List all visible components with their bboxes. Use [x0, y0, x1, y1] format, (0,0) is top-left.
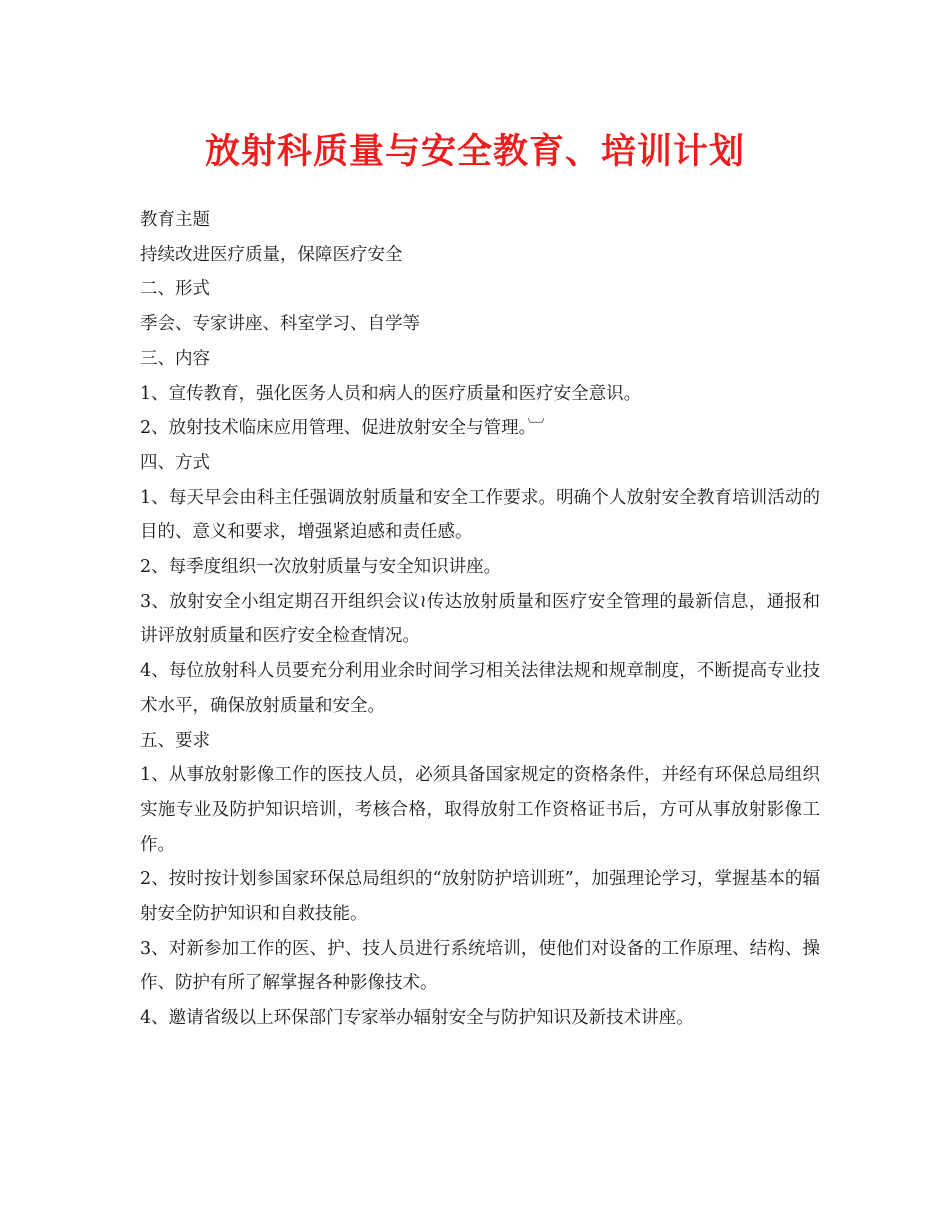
list-item: 4、邀请省级以上环保部门专家举办辐射安全与防护知识及新技术讲座。 — [140, 1008, 694, 1029]
section-heading: 二、形式 — [140, 279, 210, 300]
list-item: 2、放射技术临床应用管理、促进放射安全与管理。︺ — [140, 418, 545, 439]
list-item: 1、宣传教育，强化医务人员和病人的医疗质量和医疗安全意识。 — [140, 383, 642, 404]
section-heading: 教育主题 — [140, 210, 210, 230]
list-item: 3、放射安全小组定期召开组织会议≀传达放射质量和医疗安全管理的最新信息，通报和讲评放射质量和医疗安全检查情况。 — [140, 591, 820, 647]
list-item: 2、按时按计划参国家环保总局组织的“放射防护培训班”，加强理论学习，掌握基本的辐射安全防护知识和自救技能。 — [140, 869, 820, 925]
section-heading: 四、方式 — [140, 452, 210, 473]
list-item: 1、每天早会由科主任强调放射质量和安全工作要求。明确个人放射安全教育培训活动的目的、意义和要求，增强紧迫感和责任感。 — [140, 487, 820, 543]
list-item: 2、每季度组织一次放射质量与安全知识讲座。 — [140, 557, 502, 578]
list-item: 1、从事放射影像工作的医技人员，必须具备国家规定的资格条件，并经有环保总局组织实施专业及防护知识培训，考核合格，取得放射工作资格证书后，方可从事放射影像工作。 — [140, 765, 820, 855]
section-heading: 三、内容 — [140, 348, 210, 369]
list-item: 3、对新参加工作的医、护、技人员进行系统培训，使他们对设备的工作原理、结构、操作、防护有所了解掌握各种影像技术。 — [140, 938, 820, 994]
list-item: 4、每位放射科人员要充分利用业余时间学习相关法律法规和规章制度，不断提高专业技术水平，确保放射质量和安全。 — [140, 661, 820, 716]
document-body — [140, 203, 820, 1036]
body-paragraph: 季会、专家讲座、科室学习、自学等 — [140, 314, 420, 335]
document-title: 放射科质量与安全教育、培训计划 — [204, 131, 745, 172]
body-paragraph: 持续改进医疗质量，保障医疗安全 — [140, 244, 403, 265]
section-heading: 五、要求 — [140, 730, 210, 751]
